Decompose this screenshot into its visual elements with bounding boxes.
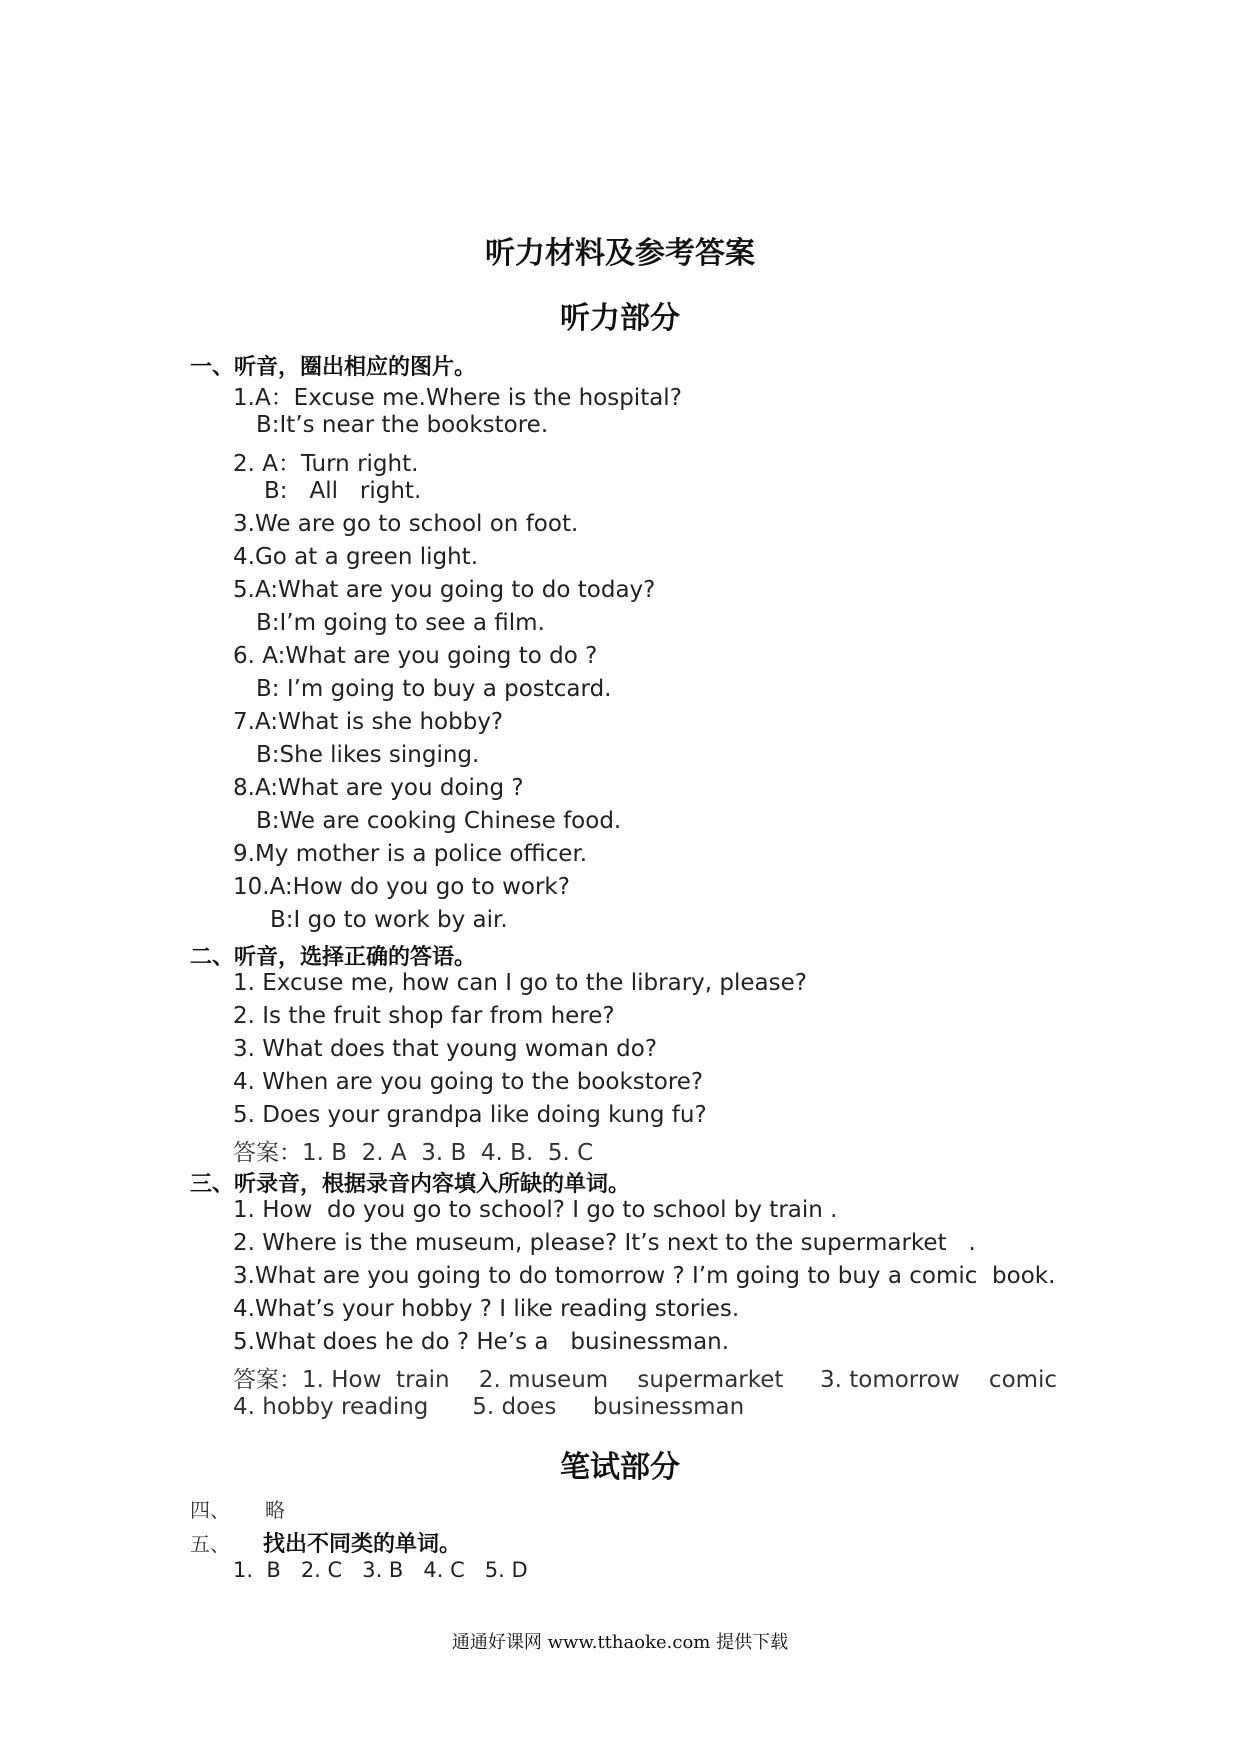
list-item: 4. When are you going to the bookstore? [233, 1069, 704, 1095]
section-2-answer: 答案：1. B 2. A 3. B 4. B. 5. C [233, 1140, 594, 1166]
list-item: B:It’s near the bookstore. [256, 412, 549, 438]
list-item: 2. Is the fruit shop far from here? [233, 1003, 615, 1029]
section-3-answer-line-1: 答案：1. How train 2. museum supermarket 3. tomorrow comic [233, 1367, 1058, 1393]
list-item: 3. What does that young woman do? [233, 1036, 658, 1062]
section-3-heading: 三、听录音，根据录音内容填入所缺的单词。 [190, 1171, 631, 1197]
written-section-title: 笔试部分 [560, 1450, 680, 1485]
list-item: 1.A：Excuse me.Where is the hospital? [233, 385, 682, 411]
listening-section-title: 听力部分 [560, 301, 680, 336]
section-4-text: 略 [265, 1498, 285, 1522]
list-item: 4.Go at a green light. [233, 544, 479, 570]
list-item: 9.My mother is a police officer. [233, 841, 588, 867]
list-item: 5.What does he do ? He’s a businessman. [233, 1329, 730, 1355]
list-item: 5.A:What are you going to do today? [233, 577, 656, 603]
list-item: 4.What’s your hobby ? I like reading stories. [233, 1296, 740, 1322]
section-5-heading: 找出不同类的单词。 [263, 1531, 462, 1557]
list-item: B: I’m going to buy a postcard. [256, 676, 612, 702]
list-item: B:She likes singing. [256, 742, 480, 768]
list-item: B:We are cooking Chinese food. [256, 808, 622, 834]
document-title: 听力材料及参考答案 [485, 236, 755, 271]
list-item: 2. A：Turn right. [233, 451, 419, 477]
section-5-number: 五、 [190, 1532, 230, 1556]
list-item: 5. Does your grandpa like doing kung fu? [233, 1102, 707, 1128]
section-3-answer-line-2: 4. hobby reading 5. does businessman [233, 1394, 745, 1420]
section-5-answer: 1. B 2. C 3. B 4. C 5. D [233, 1558, 528, 1582]
list-item: 1. How do you go to school? I go to school by train . [233, 1197, 838, 1223]
list-item: 7.A:What is she hobby? [233, 709, 504, 735]
list-item: 8.A:What are you doing ? [233, 775, 524, 801]
list-item: 3.We are go to school on foot. [233, 511, 579, 537]
list-item: 2. Where is the museum, please? It’s next to the supermarket . [233, 1230, 976, 1256]
footer-credit: 通通好课网 www.tthaoke.com 提供下载 [451, 1632, 789, 1653]
list-item: B:I’m going to see a film. [256, 610, 545, 636]
list-item: B: All right. [264, 478, 422, 504]
section-2-heading: 二、听音，选择正确的答语。 [190, 944, 477, 970]
list-item: 10.A:How do you go to work? [233, 874, 570, 900]
list-item: 3.What are you going to do tomorrow ? I’m going to buy a comic book. [233, 1263, 1056, 1289]
section-1-heading: 一、听音，圈出相应的图片。 [190, 354, 477, 380]
list-item: 1. Excuse me, how can I go to the library, please? [233, 970, 807, 996]
list-item: B:I go to work by air. [270, 907, 508, 933]
section-4-number: 四、 [190, 1498, 230, 1522]
list-item: 6. A:What are you going to do ? [233, 643, 598, 669]
